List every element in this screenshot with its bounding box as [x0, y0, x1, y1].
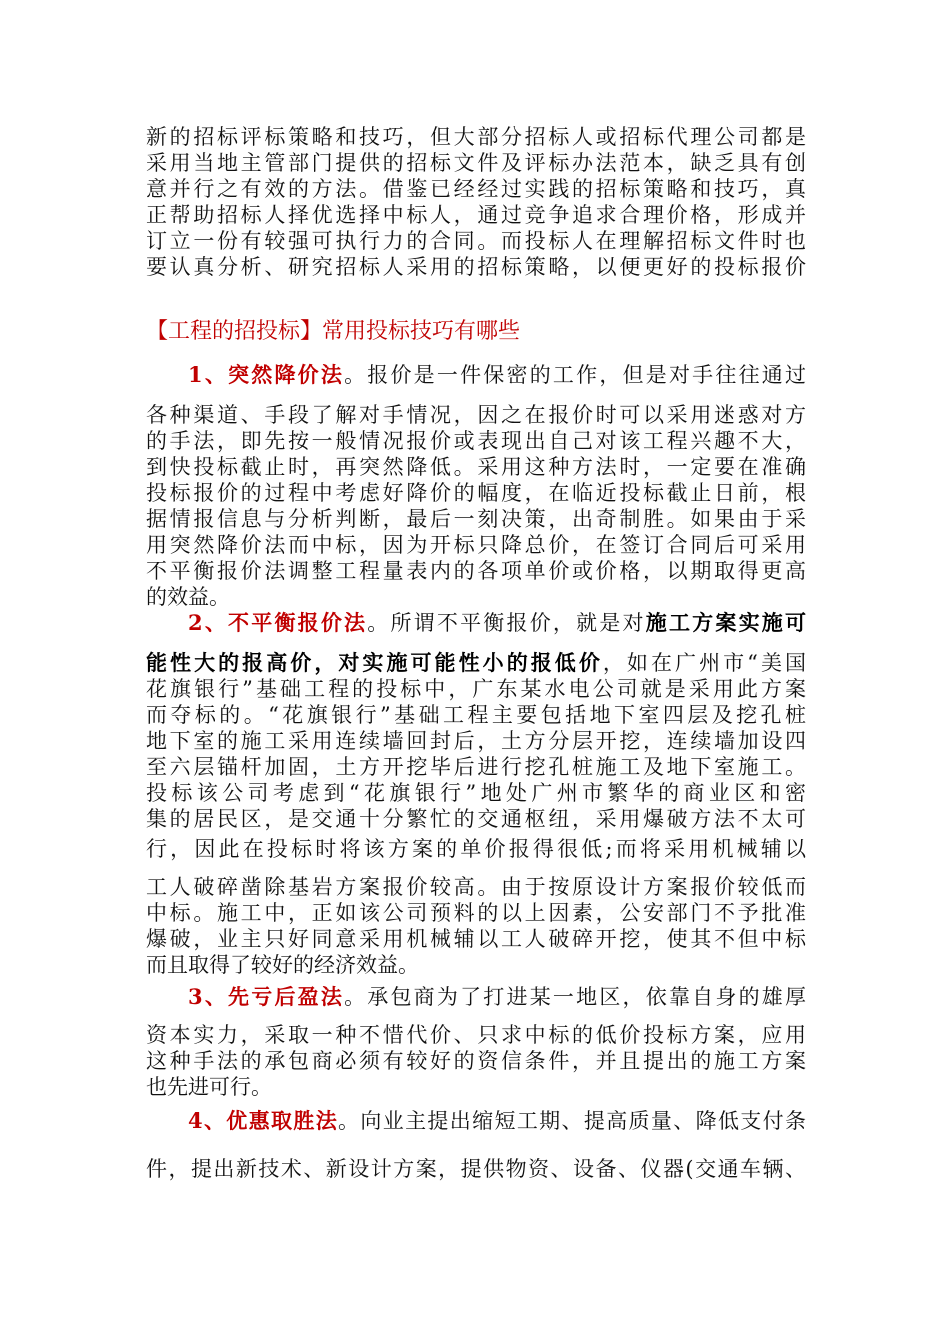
item-1-line-3: 到快投标截止时，再突然降低。采用这种方法时，一定要在准确: [146, 455, 806, 479]
item-1-line-7: 不平衡报价法调整工程量表内的各项单价或价格，以期取得更高: [146, 559, 806, 583]
item-3-line-3: 也先进可行。: [146, 1075, 272, 1099]
item-2-line-4: 至六层锚杆加固，土方开挖毕后进行挖孔桩施工及地下室施工。: [146, 755, 806, 779]
item-2-line-6: 集的居民区，是交通十分繁忙的交通枢纽，采用爆破方法不太可: [146, 807, 806, 831]
item-1-first-rest: 。报价是一件保密的工作，但是对手往往通过: [344, 363, 806, 387]
item-2-line-10: 爆破，业主只好同意采用机械辅以工人破碎开挖，使其不但中标: [146, 927, 806, 951]
intro-line-2: 采用当地主管部门提供的招标文件及评标办法范本，缺乏具有创: [146, 151, 806, 175]
item-2-second-line: [146, 650, 806, 676]
intro-line-1: 新的招标评标策略和技巧，但大部分招标人或招标代理公司都是: [146, 125, 806, 149]
item-1-line-1: 各种渠道、手段了解对手情况，因之在报价时可以采用迷惑对方: [146, 403, 806, 427]
item-3-line-1: 资本实力，采取一种不惜代价、只求中标的低价投标方案，应用: [146, 1023, 806, 1047]
item-3-first-rest: 。承包商为了打进某一地区，依靠自身的雄厚: [344, 985, 806, 1009]
item-4-title: 4、优惠取胜法: [188, 1108, 339, 1133]
item-1-title: 1、突然降价法: [188, 362, 345, 387]
item-2-title: 2、不平衡报价法: [188, 610, 368, 635]
item-1-first-line: [188, 362, 806, 388]
item-2-second-rest: ，如在广州市“美国: [602, 651, 806, 675]
intro-line-4: 正帮助招标人择优选择中标人，通过竞争追求合理价格，形成并: [146, 203, 806, 227]
item-2-line-11: 而且取得了较好的经济效益。: [146, 953, 419, 977]
item-2-first-bold: 施工方案实施可: [645, 610, 806, 635]
intro-line-5: 订立一份有较强可执行力的合同。而投标人在理解招标文件时也: [146, 229, 806, 253]
item-3-title: 3、先亏后盈法: [188, 984, 345, 1009]
item-1-line-5: 据情报信息与分析判断，最后一刻决策，出奇制胜。如果由于采: [146, 507, 806, 531]
item-2-line-7: 行，因此在投标时将该方案的单价报得很低;而将采用机械辅以: [146, 837, 806, 861]
item-2-line-8: 工人破碎凿除基岩方案报价较高。由于按原设计方案报价较低而: [146, 875, 806, 899]
item-2-line-2: 而夺标的。“花旗银行”基础工程主要包括地下室四层及挖孔桩: [146, 703, 806, 727]
item-2-first-line: [188, 610, 806, 636]
item-1-line-6: 用突然降价法而中标，因为开标只降总价，在签订合同后可采用: [146, 533, 806, 557]
item-2-line-9: 中标。施工中，正如该公司预料的以上因素，公安部门不予批准: [146, 901, 806, 925]
item-4-first-rest: 。向业主提出缩短工期、提高质量、降低支付条: [338, 1109, 806, 1133]
item-2-line-3: 地下室的施工采用连续墙回封后，土方分层开挖，连续墙加设四: [146, 729, 806, 753]
section-heading: 【工程的招投标】常用投标技巧有哪些: [146, 319, 521, 344]
intro-line-6: 要认真分析、研究招标人采用的招标策略，以便更好的投标报价: [146, 255, 806, 279]
intro-line-3: 意并行之有效的方法。借鉴已经经过实践的招标策略和技巧，真: [146, 177, 806, 201]
item-3-first-line: [188, 984, 806, 1010]
item-1-line-4: 投标报价的过程中考虑好降价的幅度，在临近投标截止日前，根: [146, 481, 806, 505]
item-1-line-2: 的手法，即先按一般情况报价或表现出自己对该工程兴趣不大，: [146, 429, 806, 453]
item-4-first-line: [188, 1108, 806, 1134]
item-2-first-rest: 。所谓不平衡报价，就是对: [367, 611, 646, 635]
item-4-line-1: 件，提出新技术、新设计方案，提供物资、设备、仪器(交通车辆、: [146, 1157, 806, 1181]
item-1-line-8: 的效益。: [146, 585, 230, 609]
item-3-line-2: 这种手法的承包商必须有较好的资信条件，并且提出的施工方案: [146, 1049, 806, 1073]
item-2-second-bold: 能性大的报高价，对实施可能性小的报低价: [146, 650, 603, 675]
item-2-line-5: 投标该公司考虑到“花旗银行”地处广州市繁华的商业区和密: [146, 781, 806, 805]
item-2-line-1: 花旗银行”基础工程的投标中，广东某水电公司就是采用此方案: [146, 677, 806, 701]
